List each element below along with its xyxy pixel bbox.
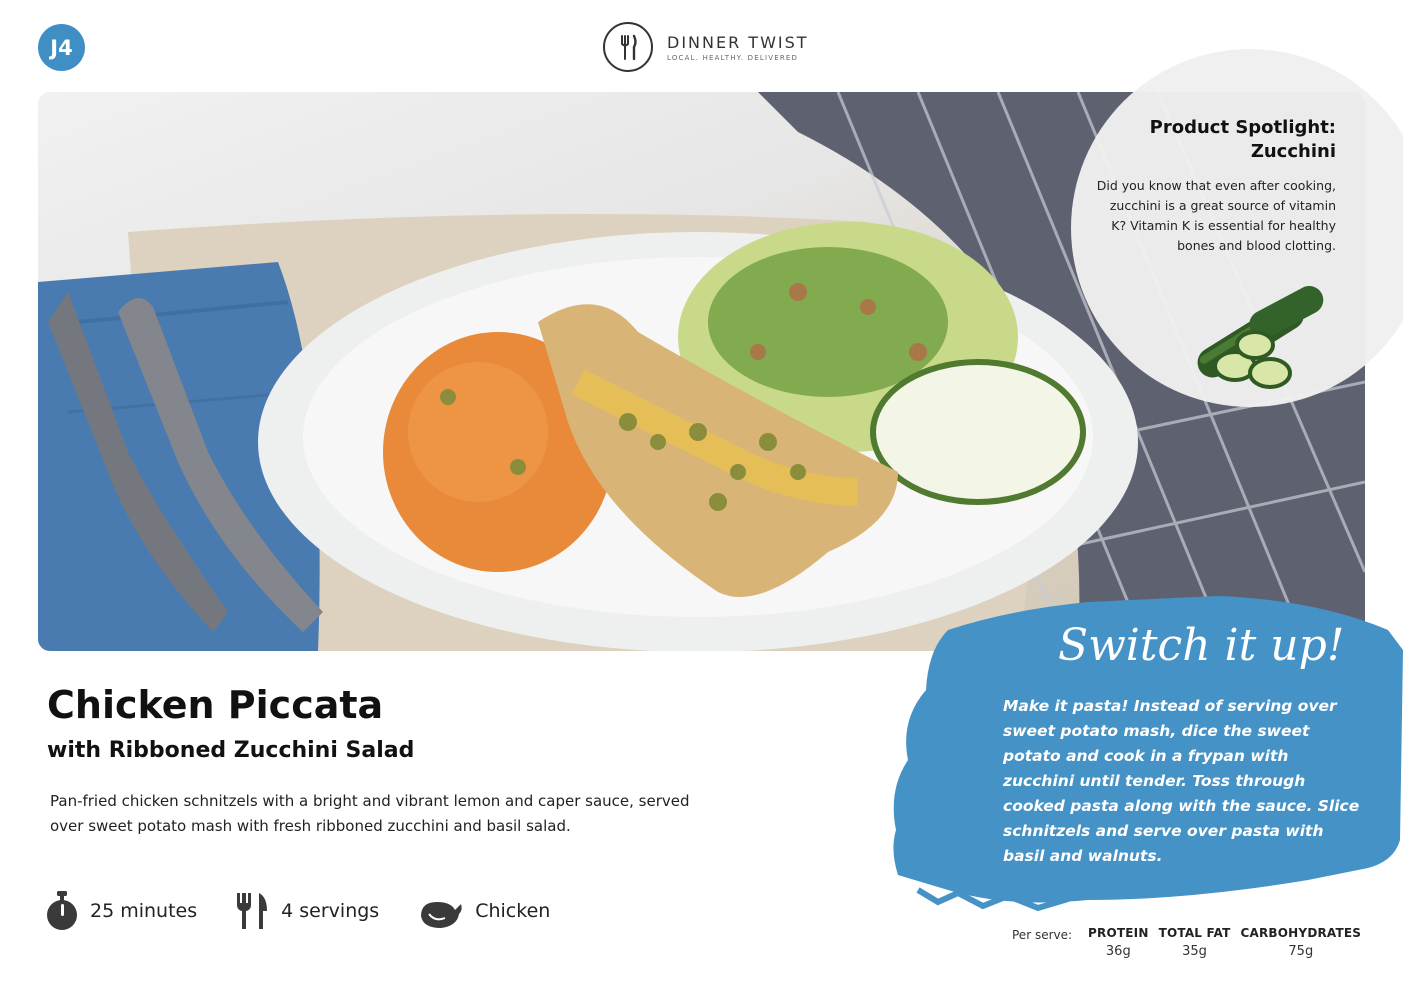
switch-it-up-title: Switch it up! bbox=[1058, 620, 1345, 671]
switch-it-up-body: Make it pasta! Instead of serving over sweet potato mash, dice the sweet potato and cook in a frypan with zucchini until tender. Toss through cooked pasta along with the sauce. Slice schnitzels and serve over pasta with basil and walnuts. bbox=[1003, 697, 1360, 865]
brand-tagline: LOCAL. HEALTHY. DELIVERED bbox=[667, 53, 799, 62]
recipe-title: Chicken Piccata bbox=[47, 683, 384, 727]
recipe-meta-row bbox=[46, 886, 588, 936]
meta-time-label: 25 minutes bbox=[90, 900, 198, 922]
nutrition-panel bbox=[1012, 926, 1371, 959]
nutrition-protein: PROTEIN 36g bbox=[1088, 926, 1149, 959]
meta-time bbox=[46, 891, 197, 931]
chicken-icon bbox=[417, 892, 463, 930]
recipe-subtitle: with Ribboned Zucchini Salad bbox=[47, 738, 415, 763]
nutrition-carbohydrates: CARBOHYDRATES 75g bbox=[1240, 926, 1362, 959]
nutrition-total-fat: TOTAL FAT 35g bbox=[1158, 926, 1231, 959]
spotlight-title: Product Spotlight: Zucchini bbox=[1149, 117, 1336, 162]
meta-servings-label: 4 servings bbox=[281, 900, 380, 922]
per-serve-label: Per serve: bbox=[1012, 928, 1073, 942]
brand-name: DINNER TWIST bbox=[667, 32, 809, 52]
meta-servings bbox=[235, 891, 379, 931]
meta-protein bbox=[417, 892, 550, 930]
meta-protein-label: Chicken bbox=[475, 900, 551, 922]
brand-logo[interactable] bbox=[603, 19, 809, 75]
zucchini-image bbox=[1175, 281, 1335, 391]
recipe-code-badge: J4 bbox=[38, 24, 85, 71]
recipe-description: Pan-fried chicken schnitzels with a bright and vibrant lemon and caper sauce, served over sweet potato mash with fresh ribboned zucchini and basil salad. bbox=[50, 792, 690, 835]
stopwatch-icon bbox=[46, 891, 78, 931]
cutlery-icon bbox=[235, 891, 269, 931]
switch-it-up-panel bbox=[888, 590, 1403, 920]
spotlight-body: Did you know that even after cooking, zucchini is a great source of vitamin K? Vitamin K is essential for healthy bones and blood clotting. bbox=[1096, 178, 1336, 253]
fork-knife-logo-icon bbox=[603, 22, 653, 72]
